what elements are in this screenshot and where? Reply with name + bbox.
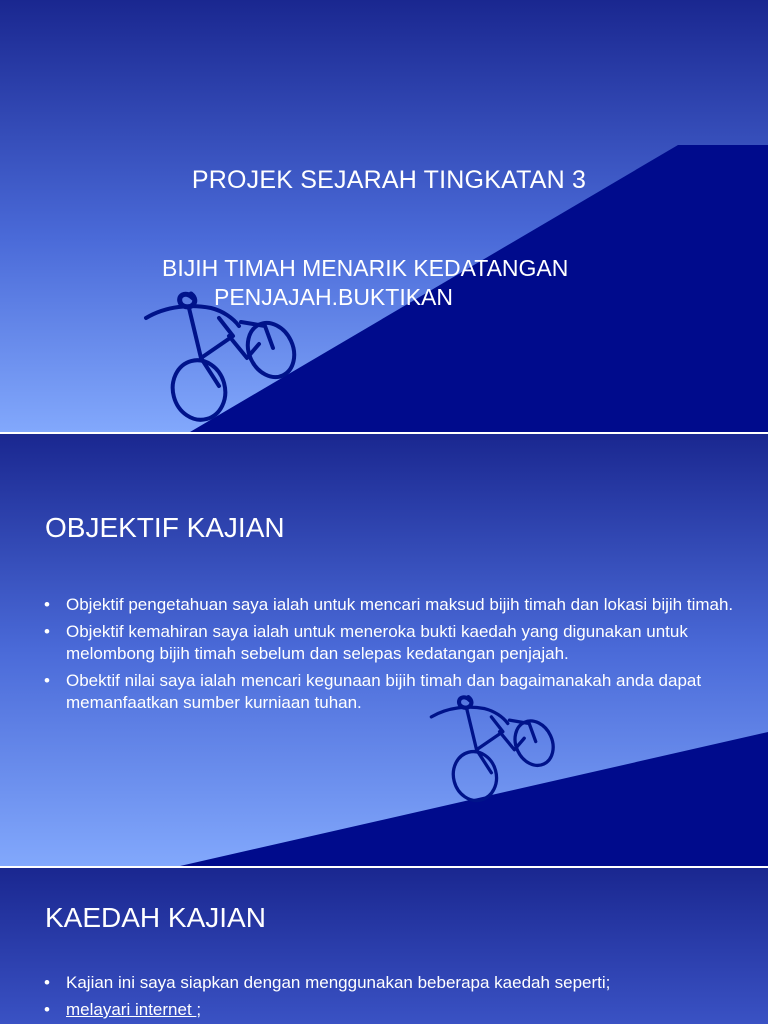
bullet-dot: • [44, 973, 50, 992]
list-item [44, 999, 744, 1021]
bullet-text: Obektif nilai saya ialah mencari kegunaan bijih timah dan bagaimanakah anda dapat memanfaatkan sumber kurniaan tuhan. [66, 671, 702, 712]
slide-subtitle [162, 254, 642, 312]
slide-kaedah [0, 868, 768, 1024]
slide-objektif [0, 434, 768, 866]
slide-title [0, 0, 768, 432]
bullet-list [44, 594, 744, 719]
bullet-dot: • [44, 1000, 50, 1019]
list-item [44, 670, 744, 714]
bullet-dot: • [44, 671, 50, 690]
subtitle-line-1: BIJIH TIMAH MENARIK KEDATANGAN [162, 255, 569, 281]
slide-heading: KAEDAH KAJIAN [45, 902, 266, 933]
bullet-text: Kajian ini saya siapkan dengan menggunakan beberapa kaedah seperti; [66, 973, 611, 992]
subtitle-line-2: PENJAJAH.BUKTIKAN [214, 284, 453, 310]
bullet-dot: • [44, 595, 50, 614]
bullet-text: Objektif pengetahuan saya ialah untuk mencari maksud bijih timah dan lokasi bijih timah. [66, 595, 734, 614]
slide-background [0, 0, 768, 432]
bullet-text: Objektif kemahiran saya ialah untuk meneroka bukti kaedah yang digunakan untuk melombong bijih timah sebelum dan selepas kedatangan penjajah. [66, 622, 688, 663]
internet-link[interactable]: melayari internet [66, 1000, 197, 1019]
list-item [44, 621, 744, 665]
link-suffix: ; [196, 1000, 202, 1019]
bullet-dot: • [44, 622, 50, 641]
bullet-list [44, 972, 744, 1024]
slide-title-text: PROJEK SEJARAH TINGKATAN 3 [191, 166, 587, 194]
list-item [44, 594, 744, 616]
slide-heading: OBJEKTIF KAJIAN [45, 512, 285, 543]
list-item [44, 972, 744, 994]
